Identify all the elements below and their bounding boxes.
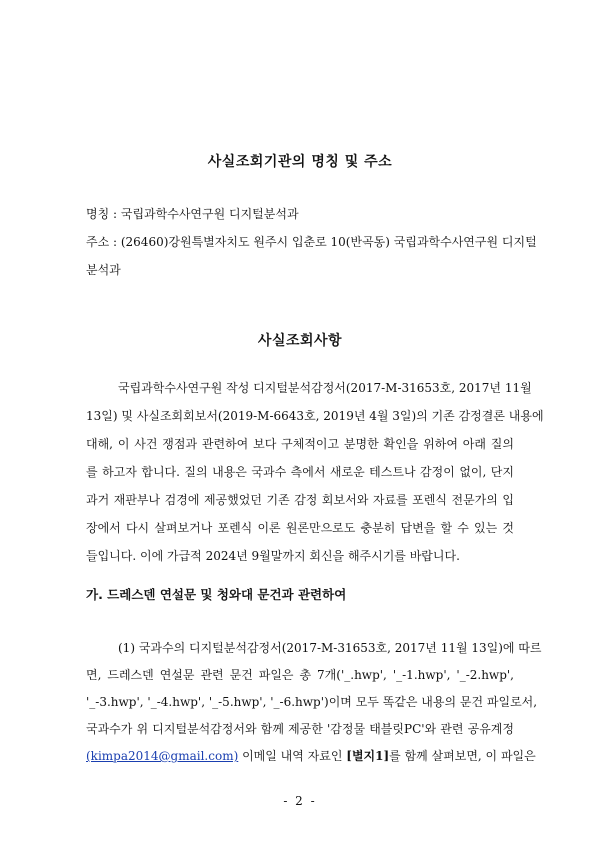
attachment-ref: [별지1]: [346, 749, 390, 763]
agency-address-line-2: 분석과: [86, 263, 121, 277]
paragraph-line: 국과수가 위 디지털분석감정서와 함께 제공한 '감정물 태블릿PC'와 관련 공유계정: [86, 722, 514, 736]
email-link[interactable]: (kimpa2014@gmail.com): [86, 749, 239, 763]
paragraph-line: 13일) 및 사실조회회보서(2019-M-6643호, 2019년 4월 3일)의 기존 감정결론 내용에: [86, 409, 544, 423]
section-title-inquiry: 사실조회사항: [257, 333, 343, 349]
paragraph-line: '_-3.hwp', '_-4.hwp', '_-5.hwp', '_-6.hwp')이며 모두 똑같은 내용의 문건 파일로서,: [86, 695, 538, 709]
paragraph-line-last: [86, 748, 536, 764]
paragraph-line: 국립과학수사연구원 작성 디지털분석감정서(2017-M-31653호, 2017년 11월: [118, 381, 532, 395]
agency-name-line: 명칭 : 국립과학수사연구원 디지털분석과: [86, 207, 299, 221]
paragraph-line: 과거 재판부나 검경에 제공했었던 기존 감정 회보서와 자료를 포렌식 전문가의 입: [86, 493, 514, 507]
paragraph-line: 장에서 다시 살펴보거나 포렌식 이론 원론만으로도 충분히 답변을 할 수 있는 것: [86, 521, 514, 535]
paragraph-line: 면, 드레스덴 연설문 관련 문건 파일은 총 7개('_.hwp', '_-1.hwp', '_-2.hwp',: [86, 668, 514, 682]
paragraph-line: 를 하고자 합니다. 질의 내용은 국과수 측에서 새로운 테스트나 감정이 없이, 단지: [86, 465, 514, 479]
section-title-agency: 사실조회기관의 명칭 및 주소: [207, 154, 393, 170]
paragraph-line: 대해, 이 사건 쟁점과 관련하여 보다 구체적이고 분명한 확인을 위하여 아래 질의: [86, 437, 514, 451]
agency-address-line-1: 주소 : (26460)강원특별자치도 원주시 입춘로 10(반곡동) 국립과학수사연구원 디지털: [86, 235, 537, 249]
paragraph-line: (1) 국과수의 디지털분석감정서(2017-M-31653호, 2017년 11월 13일)에 따르: [118, 641, 542, 655]
page-number: - 2 -: [283, 794, 317, 808]
line-text-end: 를 함께 살펴보면, 이 파일은: [389, 749, 536, 763]
line-text-middle: 이메일 내역 자료인: [238, 749, 347, 763]
section-heading-dresden: 가. 드레스덴 연설문 및 청와대 문건과 관련하여: [86, 587, 347, 602]
paragraph-line: 들입니다. 이에 가급적 2024년 9월말까지 회신을 해주시기를 바랍니다.: [86, 549, 460, 563]
